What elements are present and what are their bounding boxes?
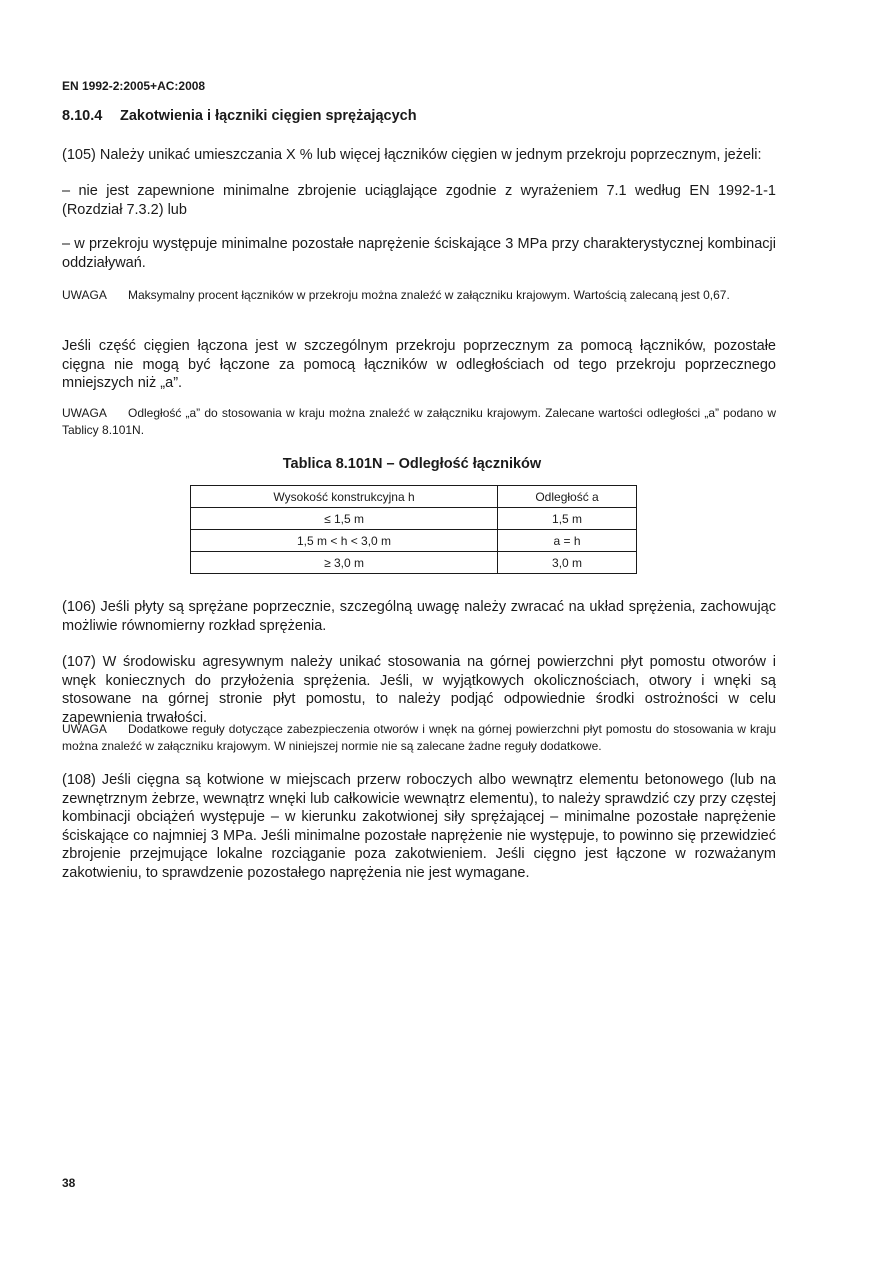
paragraph-107: (107) W środowisku agresywnym należy unikać stosowania na górnej powierzchni płyt pomostu otworów i wnęk koniecznych do przyłożenia sprężenia. Jeśli, w wyjątkowych okolicznościach, otwory i wnęki są stosowane na górnej stronie płyt pomostu, to należy podjąć odpowiednie środki ostrożności w celu zapewnienia trwałości.: [62, 654, 776, 726]
note-text: Dodatkowe reguły dotyczące zabezpieczenia otworów i wnęk na górnej powierzchni płyt pomostu do stosowania w kraju można znaleźć w załączniku krajowym. W niniejszej normie nie są zalecane żadne reguły dodatkowe.: [62, 722, 776, 753]
table-row: [191, 508, 637, 530]
note-1: [62, 287, 776, 304]
table-row: [191, 552, 637, 574]
paragraph-jesli: Jeśli część cięgien łączona jest w szczególnym przekroju poprzecznym za pomocą łączników, pozostałe cięgna nie mogą być łączone za pomocą łączników w odległościach od tego przekroju poprzecznego mniejszych niż „a”.: [62, 338, 776, 391]
section-number: 8.10.4: [62, 108, 103, 124]
paragraph-105: (105) Należy unikać umieszczania X % lub więcej łączników cięgien w jednym przekroju poprzecznym, jeżeli:: [62, 147, 762, 163]
bullet-item-2: – w przekroju występuje minimalne pozostałe naprężenie ściskające 3 MPa przy charakterystycznej kombinacji oddziaływań.: [62, 236, 776, 271]
table-header-row: [191, 486, 637, 508]
section-heading: [62, 108, 417, 124]
table-header-cell: Odległość a: [498, 486, 637, 508]
note-label: UWAGA: [62, 288, 107, 302]
note-text: Odległość „a” do stosowania w kraju można znaleźć w załączniku krajowym. Zalecane wartości odległości „a” podano w Tablicy 8.101N.: [62, 406, 776, 437]
table-cell: ≤ 1,5 m: [191, 508, 498, 530]
paragraph-108: (108) Jeśli cięgna są kotwione w miejscach przerw roboczych albo wewnątrz elementu betonowego (lub na zewnętrznym żebrze, wewnątrz wnęki lub całkowicie wewnątrz elementu), to należy sprawdzić czy przy częstej kombinacji obciążeń występuje – w kierunku zakotwionej siły sprężającej – minimalne pozostałe naprężenie ściskające co najmniej 3 MPa. Jeśli minimalne pozostałe naprężenie nie występuje, to powinno się przewidzieć zbrojenie przejmujące lokalne rozciąganie poza zakotwieniem. Jeśli cięgno jest łączone w rozważanym zakotwieniu, to sprawdzenie pozostałego naprężenia nie jest wymagane.: [62, 772, 776, 881]
page-number: 38: [62, 1176, 76, 1190]
table-header-cell: Wysokość konstrukcyjna h: [191, 486, 498, 508]
table-title: Tablica 8.101N – Odległość łączników: [282, 456, 542, 472]
document-standard-header: EN 1992-2:2005+AC:2008: [62, 79, 206, 93]
table-cell: ≥ 3,0 m: [191, 552, 498, 574]
table-cell: 1,5 m < h < 3,0 m: [191, 530, 498, 552]
note-label: UWAGA: [62, 722, 107, 736]
note-3: [62, 721, 776, 755]
note-2: [62, 405, 776, 439]
distance-table: [190, 485, 637, 574]
note-text: Maksymalny procent łączników w przekroju można znaleźć w załączniku krajowym. Wartością zalecaną jest 0,67.: [128, 288, 730, 302]
section-title: Zakotwienia i łączniki cięgien sprężających: [120, 108, 417, 124]
table-row: [191, 530, 637, 552]
bullet-item-1: – nie jest zapewnione minimalne zbrojenie uciąglające zgodnie z wyrażeniem 7.1 według EN 1992-1-1 (Rozdział 7.3.2) lub: [62, 183, 776, 218]
paragraph-106: (106) Jeśli płyty są sprężane poprzecznie, szczególną uwagę należy zwracać na układ sprężenia, zachowując możliwie równomierny rozkład sprężenia.: [62, 599, 776, 634]
table-cell: 1,5 m: [498, 508, 637, 530]
table-cell: a = h: [498, 530, 637, 552]
table-cell: 3,0 m: [498, 552, 637, 574]
note-label: UWAGA: [62, 406, 107, 420]
